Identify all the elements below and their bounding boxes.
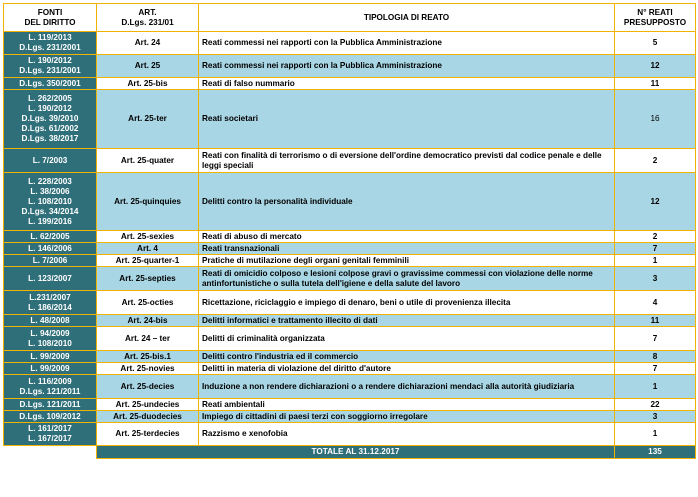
fonte-line: D.Lgs. 350/2001 [19, 78, 81, 88]
fonte-line: D.Lgs. 38/2017 [21, 134, 79, 143]
table-row [4, 173, 696, 231]
fonte-line: L. 38/2006 [30, 186, 70, 196]
cell-tipologia-reato: Reati commessi nei rapporti con la Pubblica Amministrazione [199, 32, 615, 55]
table-row [4, 267, 696, 291]
reati-table-container [3, 3, 695, 459]
cell-n-reati: 7 [615, 327, 696, 351]
table-row [4, 243, 696, 255]
table-row [4, 351, 696, 363]
cell-articolo: Art. 25-septies [97, 267, 199, 291]
fonte-line: L. 48/2008 [30, 315, 70, 325]
cell-tipologia-reato: Reati societari [199, 90, 615, 149]
cell-tipologia-reato: Ricettazione, riciclaggio e impiego di denaro, beni o utile di provenienza illecita [199, 291, 615, 315]
cell-tipologia-reato: Reati di falso nummario [199, 78, 615, 90]
cell-articolo: Art. 25-quinquies [97, 173, 199, 231]
cell-fonti [4, 32, 97, 55]
cell-tipologia-reato: Impiego di cittadini di paesi terzi con soggiorno irregolare [199, 411, 615, 423]
cell-fonti [4, 55, 97, 78]
table-header-row [4, 4, 696, 32]
cell-tipologia-reato: Reati di omicidio colposo e lesioni colpose gravi o gravissime commessi con violazione delle norme antinfortunistiche o sulla tutela dell'igiene e della salute del lavoro [199, 267, 615, 291]
cell-n-reati: 3 [615, 267, 696, 291]
fonte-line: L. 146/2006 [28, 243, 72, 253]
cell-n-reati: 7 [615, 243, 696, 255]
fonte-line: L. 108/2010 [28, 338, 72, 348]
table-row [4, 315, 696, 327]
table-row [4, 32, 696, 55]
fonte-line: D.Lgs. 39/2010 [21, 114, 79, 123]
table-row [4, 55, 696, 78]
total-spacer [4, 446, 97, 459]
cell-fonti [4, 149, 97, 173]
cell-articolo: Art. 25-sexies [97, 231, 199, 243]
cell-n-reati: 12 [615, 173, 696, 231]
cell-articolo: Art. 25-terdecies [97, 423, 199, 446]
cell-tipologia-reato: Reati transnazionali [199, 243, 615, 255]
fonte-line: L. 99/2009 [30, 351, 70, 361]
cell-n-reati: 8 [615, 351, 696, 363]
header-art: ART. D.Lgs. 231/01 [97, 4, 199, 32]
cell-tipologia-reato: Razzismo e xenofobia [199, 423, 615, 446]
total-label: TOTALE AL 31.12.2017 [97, 446, 615, 459]
total-value: 135 [615, 446, 696, 459]
table-row [4, 90, 696, 149]
fonte-line: D.Lgs. 121/2011 [19, 386, 81, 396]
table-row [4, 231, 696, 243]
cell-articolo: Art. 4 [97, 243, 199, 255]
cell-tipologia-reato: Delitti contro la personalità individuale [199, 173, 615, 231]
fonte-line: D.Lgs. 231/2001 [19, 43, 81, 52]
cell-articolo: Art. 25-undecies [97, 399, 199, 411]
cell-fonti [4, 411, 97, 423]
cell-fonti [4, 255, 97, 267]
cell-n-reati: 2 [615, 231, 696, 243]
fonte-line: L. 262/2005 [28, 94, 72, 103]
table-row [4, 291, 696, 315]
fonte-line: L. 7/2003 [32, 155, 68, 165]
cell-articolo: Art. 25-novies [97, 363, 199, 375]
cell-tipologia-reato: Delitti contro l'industria ed il commercio [199, 351, 615, 363]
cell-articolo: Art. 24 – ter [97, 327, 199, 351]
cell-fonti [4, 327, 97, 351]
fonte-line: L. 62/2005 [30, 231, 70, 241]
cell-articolo: Art. 25-quarter-1 [97, 255, 199, 267]
cell-fonti [4, 267, 97, 291]
fonte-line: D.Lgs. 61/2002 [21, 124, 79, 133]
fonte-line: D.Lgs. 34/2014 [21, 206, 79, 216]
table-row [4, 255, 696, 267]
table-row [4, 327, 696, 351]
fonte-line: L. 119/2013 [28, 33, 72, 42]
cell-n-reati: 1 [615, 255, 696, 267]
cell-tipologia-reato: Reati con finalità di terrorismo o di eversione dell'ordine democratico previsti dal codice penale e delle leggi speciali [199, 149, 615, 173]
fonte-line: L. 99/2009 [30, 363, 70, 373]
cell-fonti [4, 231, 97, 243]
cell-n-reati: 1 [615, 423, 696, 446]
cell-fonti [4, 315, 97, 327]
cell-fonti [4, 423, 97, 446]
total-row [4, 446, 696, 459]
header-n-reati: N° REATI PRESUPPOSTO [615, 4, 696, 32]
cell-n-reati: 11 [615, 315, 696, 327]
cell-n-reati: 5 [615, 32, 696, 55]
fonte-line: L. 7/2006 [32, 255, 68, 265]
fonte-line: L. 228/2003 [28, 176, 72, 186]
fonte-line: D.Lgs. 121/2011 [19, 399, 81, 409]
fonte-line: L. 190/2012 [28, 104, 72, 113]
cell-fonti [4, 173, 97, 231]
header-tipologia: TIPOLOGIA DI REATO [199, 4, 615, 32]
cell-n-reati: 12 [615, 55, 696, 78]
fonte-line: L. 116/2009 [28, 376, 72, 386]
cell-tipologia-reato: Delitti in materia di violazione del diritto d'autore [199, 363, 615, 375]
cell-fonti [4, 363, 97, 375]
fonte-line: L.231/2007 [29, 292, 71, 302]
cell-tipologia-reato: Reati commessi nei rapporti con la Pubblica Amministrazione [199, 55, 615, 78]
fonte-line: L. 123/2007 [28, 273, 72, 283]
cell-tipologia-reato: Reati ambientali [199, 399, 615, 411]
cell-n-reati: 3 [615, 411, 696, 423]
cell-fonti [4, 90, 97, 149]
cell-tipologia-reato: Pratiche di mutilazione degli organi genitali femminili [199, 255, 615, 267]
cell-tipologia-reato: Delitti di criminalità organizzata [199, 327, 615, 351]
table-row [4, 411, 696, 423]
cell-n-reati: 16 [615, 90, 696, 149]
cell-fonti [4, 399, 97, 411]
table-row [4, 375, 696, 399]
cell-fonti [4, 375, 97, 399]
cell-n-reati: 11 [615, 78, 696, 90]
fonte-line: L. 161/2017 [28, 424, 72, 433]
fonte-line: L. 199/2016 [28, 216, 72, 226]
table-row [4, 399, 696, 411]
fonte-line: L. 186/2014 [28, 302, 72, 312]
cell-n-reati: 1 [615, 375, 696, 399]
cell-tipologia-reato: Delitti informatici e trattamento illecito di dati [199, 315, 615, 327]
fonte-line: D.Lgs. 231/2001 [19, 66, 81, 75]
cell-fonti [4, 291, 97, 315]
cell-tipologia-reato: Reati di abuso di mercato [199, 231, 615, 243]
cell-tipologia-reato: Induzione a non rendere dichiarazioni o a rendere dichiarazioni mendaci alla autorità giudiziaria [199, 375, 615, 399]
cell-n-reati: 7 [615, 363, 696, 375]
table-row [4, 149, 696, 173]
cell-n-reati: 2 [615, 149, 696, 173]
cell-articolo: Art. 25-bis.1 [97, 351, 199, 363]
fonte-line: L. 94/2009 [30, 328, 70, 338]
table-row [4, 78, 696, 90]
fonte-line: L. 167/2017 [28, 434, 72, 443]
cell-articolo: Art. 25-decies [97, 375, 199, 399]
cell-articolo: Art. 25-bis [97, 78, 199, 90]
cell-articolo: Art. 24 [97, 32, 199, 55]
cell-articolo: Art. 25-duodecies [97, 411, 199, 423]
table-row [4, 363, 696, 375]
reati-presupposto-table [3, 3, 696, 459]
table-row [4, 423, 696, 446]
cell-articolo: Art. 25-octies [97, 291, 199, 315]
fonte-line: L. 190/2012 [28, 56, 72, 65]
cell-articolo: Art. 25-quater [97, 149, 199, 173]
cell-fonti [4, 351, 97, 363]
cell-articolo: Art. 25 [97, 55, 199, 78]
cell-fonti [4, 78, 97, 90]
header-fonti: FONTI DEL DIRITTO [4, 4, 97, 32]
cell-articolo: Art. 24-bis [97, 315, 199, 327]
cell-n-reati: 4 [615, 291, 696, 315]
cell-fonti [4, 243, 97, 255]
cell-n-reati: 22 [615, 399, 696, 411]
cell-articolo: Art. 25-ter [97, 90, 199, 149]
fonte-line: D.Lgs. 109/2012 [19, 411, 81, 421]
fonte-line: L. 108/2010 [28, 196, 72, 206]
